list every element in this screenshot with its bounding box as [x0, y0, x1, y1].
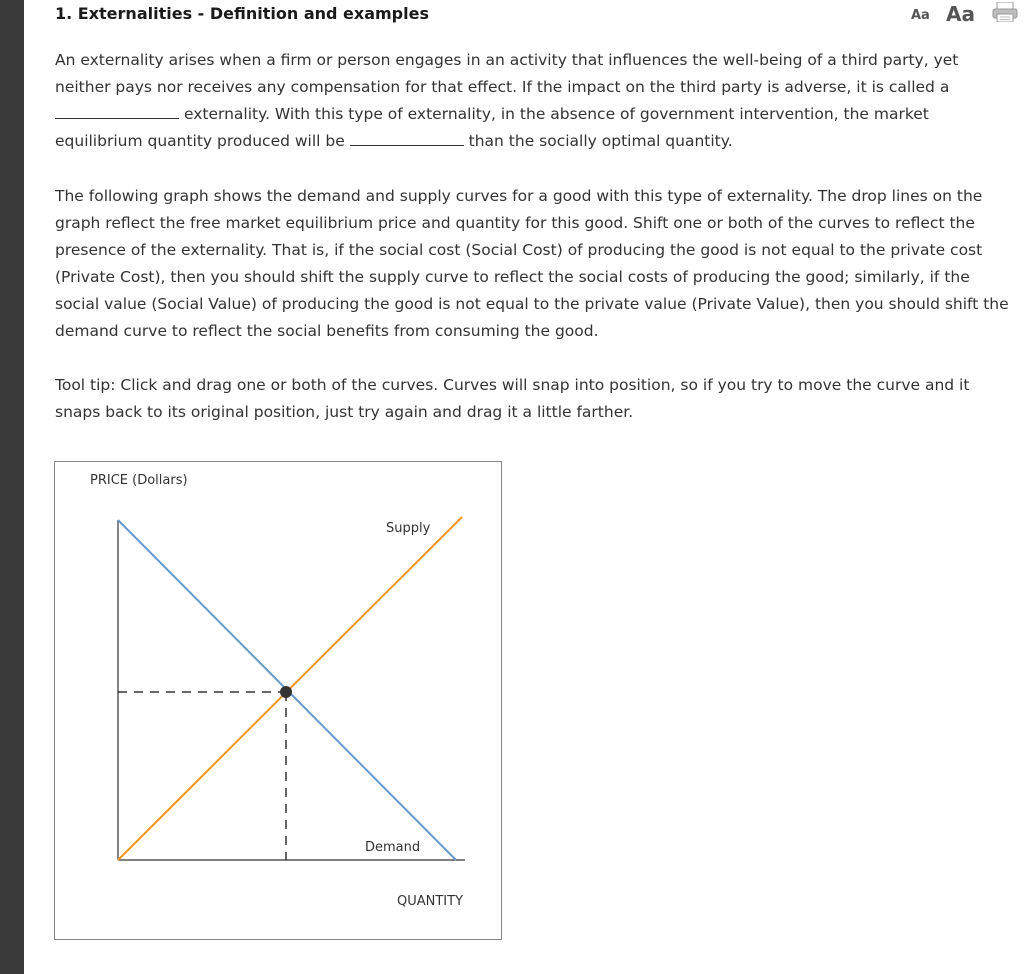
y-axis-label: PRICE (Dollars)	[90, 473, 188, 488]
question-title: 1. Externalities - Definition and examples	[55, 4, 429, 23]
equilibrium-point	[280, 686, 292, 698]
demand-label: Demand	[365, 840, 421, 855]
print-icon[interactable]	[992, 2, 1018, 22]
left-sidebar-strip	[0, 0, 24, 974]
decrease-font-button[interactable]: Aa	[911, 8, 930, 23]
quantity-comparison-blank[interactable]	[350, 129, 464, 146]
externality-type-blank[interactable]	[55, 102, 179, 119]
graph-instructions-paragraph: The following graph shows the demand and supply curves for a good with this type of externality. The drop lines on the graph reflect the free market equilibrium price and quantity for this good. Shift one or both of the curves to reflect the presence of the externality. That is, if the social cost (Social Cost) of producing the good is not equal to the private cost (Private Cost), then you should shift the supply curve to reflect the social costs of producing the good; similarly, if the social value (Social Value) of producing the good is not equal to the private value (Private Value), then you should shift the demand curve to reflect the social benefits from consuming the good.	[55, 187, 1009, 340]
supply-label: Supply	[386, 521, 431, 536]
x-axis-label: QUANTITY	[397, 894, 464, 909]
definition-paragraph	[55, 47, 1010, 155]
definition-text-2: externality. With this type of externality, in the absence of government intervention, the market equilibrium quantity produced will be	[55, 105, 929, 150]
definition-text-3: than the socially optimal quantity.	[468, 132, 733, 150]
definition-text-1: An externality arises when a firm or person engages in an activity that influences the well-being of a third party, yet neither pays nor receives any compensation for that effect. If the impact on the third party is adverse, it is called a	[55, 51, 959, 96]
supply-demand-graph	[54, 461, 502, 940]
increase-font-button[interactable]: Aa	[946, 2, 975, 26]
tool-tip-paragraph: Tool tip: Click and drag one or both of the curves. Curves will snap into position, so if you try to move the curve and it snaps back to its original position, just try again and drag it a little farther.	[55, 376, 970, 421]
